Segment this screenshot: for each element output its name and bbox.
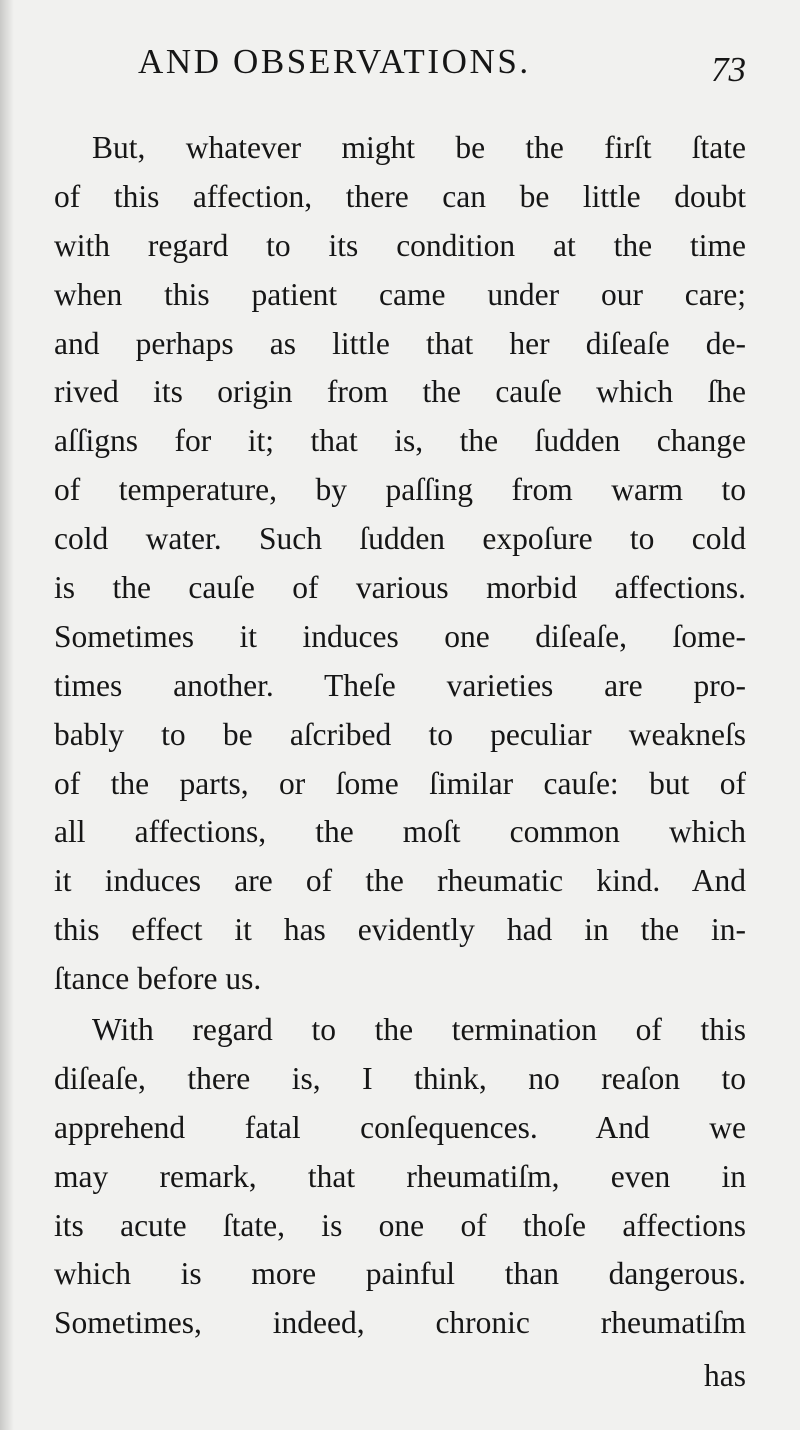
text-line: which is more painful than dangerous.	[54, 1256, 746, 1292]
text-line: it induces are of the rheumatic kind. And	[54, 863, 746, 899]
text-line: aſſigns for it; that is, the ſudden change	[54, 423, 746, 459]
text-line: But, whatever might be the firſt ſtate	[92, 130, 746, 165]
text-line: Sometimes, indeed, chronic rheumatiſm	[54, 1305, 746, 1341]
text-line: of temperature, by paſſing from warm to	[54, 472, 746, 508]
text-line: with regard to its condition at the time	[54, 227, 746, 263]
text-line: bably to be aſcribed to peculiar weakneſs	[54, 716, 746, 752]
page-header	[130, 42, 746, 92]
text-line: this effect it has evidently had in the in-	[54, 912, 746, 948]
text-line: may remark, that rheumatiſm, even in	[54, 1158, 746, 1194]
paragraph-2	[54, 1006, 746, 1348]
paragraph-1	[54, 124, 746, 1004]
text-line: its acute ſtate, is one of thoſe affections	[54, 1207, 746, 1243]
running-head: AND OBSERVATIONS.	[138, 42, 531, 81]
text-line: apprehend fatal conſequences. And we	[54, 1109, 746, 1145]
text-line: With regard to the termination of this	[92, 1012, 746, 1048]
text-line: all affections, the moſt common which	[54, 814, 746, 850]
text-line: when this patient came under our care;	[54, 276, 746, 312]
text-line: Sometimes it induces one diſeaſe, ſome-	[54, 618, 746, 654]
text-line: of this affection, there can be little doubt	[54, 178, 746, 214]
page-number: 73	[711, 50, 746, 89]
catchword: has	[704, 1358, 746, 1393]
text-line: cold water. Such ſudden expoſure to cold	[54, 521, 746, 557]
page-gutter-shadow	[0, 0, 14, 1430]
text-line: of the parts, or ſome ſimilar cauſe: but of	[54, 765, 746, 801]
body-text	[54, 124, 746, 1348]
text-line: diſeaſe, there is, I think, no reaſon to	[54, 1060, 746, 1096]
text-line: and perhaps as little that her diſeaſe de-	[54, 325, 746, 361]
text-line: is the cauſe of various morbid affections.	[54, 570, 746, 606]
text-line: rived its origin from the cauſe which ſhe	[54, 374, 746, 410]
text-line: times another. Theſe varieties are pro-	[54, 667, 746, 703]
text-line: ſtance before us.	[54, 961, 262, 997]
